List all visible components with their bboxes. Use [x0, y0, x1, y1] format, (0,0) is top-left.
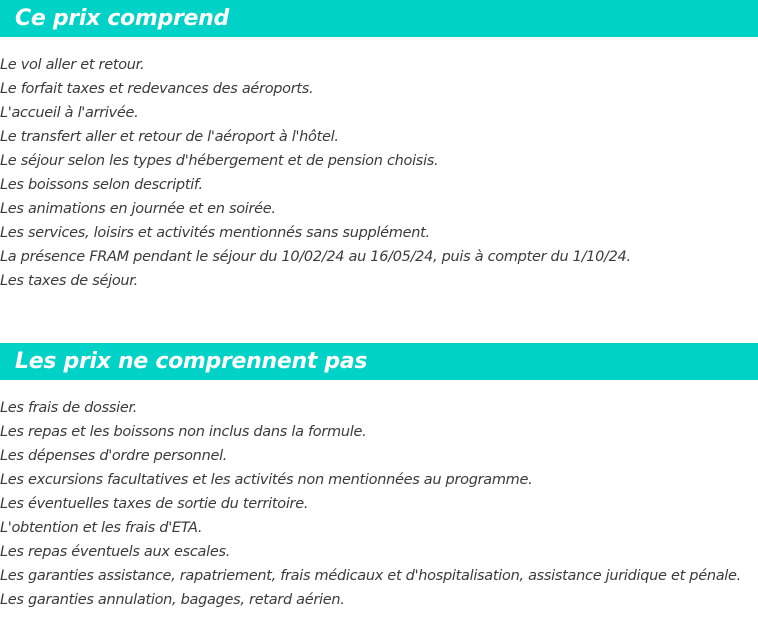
list-item: Les dépenses d'ordre personnel. [0, 448, 228, 464]
list-item: L'accueil à l'arrivée. [0, 105, 139, 121]
list-item: L'obtention et les frais d'ETA. [0, 520, 203, 536]
list-item: Le transfert aller et retour de l'aéroport à l'hôtel. [0, 129, 339, 145]
list-item: Le forfait taxes et redevances des aéroports. [0, 81, 314, 97]
list-item: Les éventuelles taxes de sortie du territoire. [0, 496, 309, 512]
list-item: Les boissons selon descriptif. [0, 177, 203, 193]
list-item: Les excursions facultatives et les activités non mentionnées au programme. [0, 472, 533, 488]
list-item: La présence FRAM pendant le séjour du 10/02/24 au 16/05/24, puis à compter du 1/10/24. [0, 249, 631, 265]
excluded-section-title: Les prix ne comprennent pas [0, 343, 758, 380]
list-item: Le séjour selon les types d'hébergement et de pension choisis. [0, 153, 439, 169]
included-section-title: Ce prix comprend [0, 0, 758, 37]
list-item: Le vol aller et retour. [0, 57, 145, 73]
list-item: Les taxes de séjour. [0, 273, 138, 289]
list-item: Les garanties annulation, bagages, retard aérien. [0, 592, 345, 608]
list-item: Les repas éventuels aux escales. [0, 544, 231, 560]
list-item: Les animations en journée et en soirée. [0, 201, 276, 217]
list-item: Les frais de dossier. [0, 400, 138, 416]
excluded-list [0, 396, 741, 612]
list-item: Les repas et les boissons non inclus dans la formule. [0, 424, 367, 440]
included-list [0, 53, 631, 293]
list-item: Les services, loisirs et activités mentionnés sans supplément. [0, 225, 430, 241]
list-item: Les garanties assistance, rapatriement, frais médicaux et d'hospitalisation, assistance juridique et pénale. [0, 568, 741, 584]
